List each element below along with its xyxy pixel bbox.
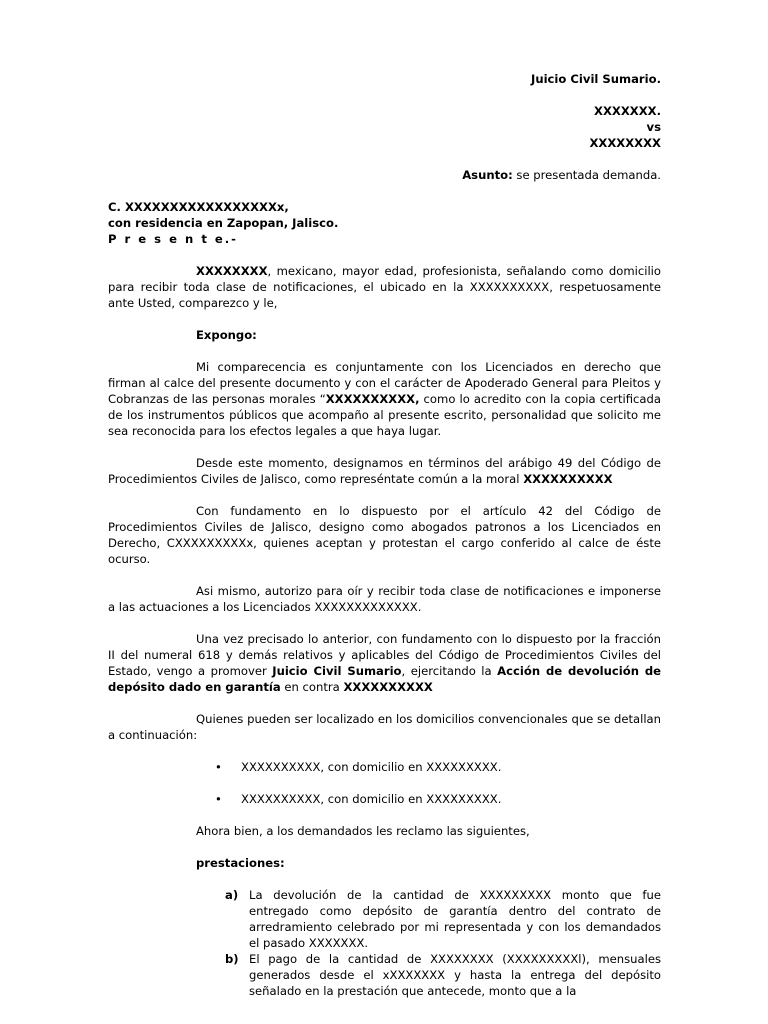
- paragraph-intro: [108, 263, 661, 311]
- paragraph-representante: [108, 455, 661, 487]
- prestacion-marker: a): [225, 888, 239, 902]
- list-item-text: XXXXXXXXXX, con domicilio en XXXXXXXXX.: [241, 760, 502, 774]
- list-item-text: XXXXXXXXXX, con domicilio en XXXXXXXXX.: [241, 792, 502, 806]
- p6-accion: Acción de devolución de depósito dado en garantía: [108, 664, 661, 694]
- list-item: [108, 791, 661, 807]
- paragraph-domicilios: Quienes pueden ser localizado en los domicilios convencionales que se detallan a continuación:: [108, 712, 661, 742]
- paragraph-comparecencia: [108, 359, 661, 439]
- heading-prestaciones: prestaciones:: [196, 856, 285, 870]
- versus: vs: [646, 120, 661, 134]
- p6-text-c: , ejercitando la: [401, 664, 498, 678]
- intro-text: , mexicano, mayor edad, profesionista, señalando como domicilio para recibir toda clase de notificaciones, el ubicado en la XXXXXXXXXX, respetuosamente ante Usted, comparezco y le,: [108, 264, 661, 310]
- addressee-greeting: P r e s e n t e.-: [108, 232, 238, 246]
- p2-text-c: como lo acredito con la copia certificada de los instrumentos públicos que acompaño al presente escrito, personalidad que solicito me sea reconocida para los efectos legales a que haya lugar.: [108, 392, 662, 438]
- p3-text-a: Desde este momento, designamos en términos del arábigo 49 del Código de Procedimientos Civiles de Jalisco, como represéntate común a la moral: [108, 456, 661, 486]
- p2-text-a: Mi comparecencia es conjuntamente con los Licenciados en derecho que firman al calce del presente documento y con el carácter de Apoderado General para Pleitos y Cobranzas de las personas morales “: [108, 360, 661, 406]
- prestacion-item: [108, 887, 661, 951]
- p6-text-e: en contra: [280, 680, 344, 694]
- p6-juicio: Juicio Civil Sumario: [272, 664, 402, 678]
- intro-name: XXXXXXXX: [196, 264, 268, 278]
- prestacion-item: [108, 951, 661, 999]
- party-defendant: XXXXXXXX: [589, 136, 661, 150]
- prestacion-text: El pago de la cantidad de XXXXXXXX (XXXXXXXXXl), mensuales generados desde el xXXXXXXX y hasta la entrega del depósito señalado en la prestación que antecede, monto que a la: [249, 952, 661, 998]
- p2-moral-name: XXXXXXXXXX,: [325, 392, 420, 406]
- prestacion-text: La devolución de la cantidad de XXXXXXXXX monto que fue entregado como depósito de garantía dentro del contrato de arredramiento celebrado por mi representada y con los demandados el pasado XXXXXXX.: [249, 888, 661, 950]
- prestacion-marker: b): [225, 952, 239, 966]
- party-plaintiff: XXXXXXX.: [594, 104, 661, 118]
- addressee-residence: con residencia en Zapopan, Jalisco.: [108, 216, 339, 230]
- paragraph-accion: [108, 631, 661, 695]
- addressee-name: C. XXXXXXXXXXXXXXXXXx,: [108, 200, 289, 214]
- heading-expongo: Expongo:: [196, 328, 257, 342]
- paragraph-reclamo: Ahora bien, a los demandados les reclamo las siguientes,: [196, 824, 530, 838]
- bullet-icon: •: [215, 792, 222, 806]
- p6-defendant: XXXXXXXXXX: [343, 680, 433, 694]
- bullet-icon: •: [215, 760, 222, 774]
- p6-text-a: Una vez precisado lo anterior, con fundamento con lo dispuesto por la fracción II del numeral 618 y demás relativos y aplicables del Código de Procedimientos Civiles del Estado, vengo a promover: [108, 632, 661, 678]
- case-type: Juicio Civil Sumario.: [531, 72, 661, 86]
- subject-line: [108, 167, 661, 183]
- document-body: [108, 71, 661, 999]
- subject-text: se presentada demanda.: [512, 168, 661, 182]
- list-item: [108, 759, 661, 775]
- p3-moral-name: XXXXXXXXXX: [523, 472, 613, 486]
- paragraph-autorizo: Asi mismo, autorizo para oír y recibir toda clase de notificaciones e imponerse a las actuaciones a los Licenciados XXXXXXXXXXXXX.: [108, 584, 661, 614]
- subject-label: Asunto:: [462, 168, 513, 182]
- paragraph-abogados: Con fundamento en lo dispuesto por el artículo 42 del Código de Procedimientos Civiles de Jalisco, designo como abogados patronos a los Licenciados en Derecho, CXXXXXXXXXx, quienes aceptan y protestan el cargo conferido al calce de éste ocurso.: [108, 504, 661, 566]
